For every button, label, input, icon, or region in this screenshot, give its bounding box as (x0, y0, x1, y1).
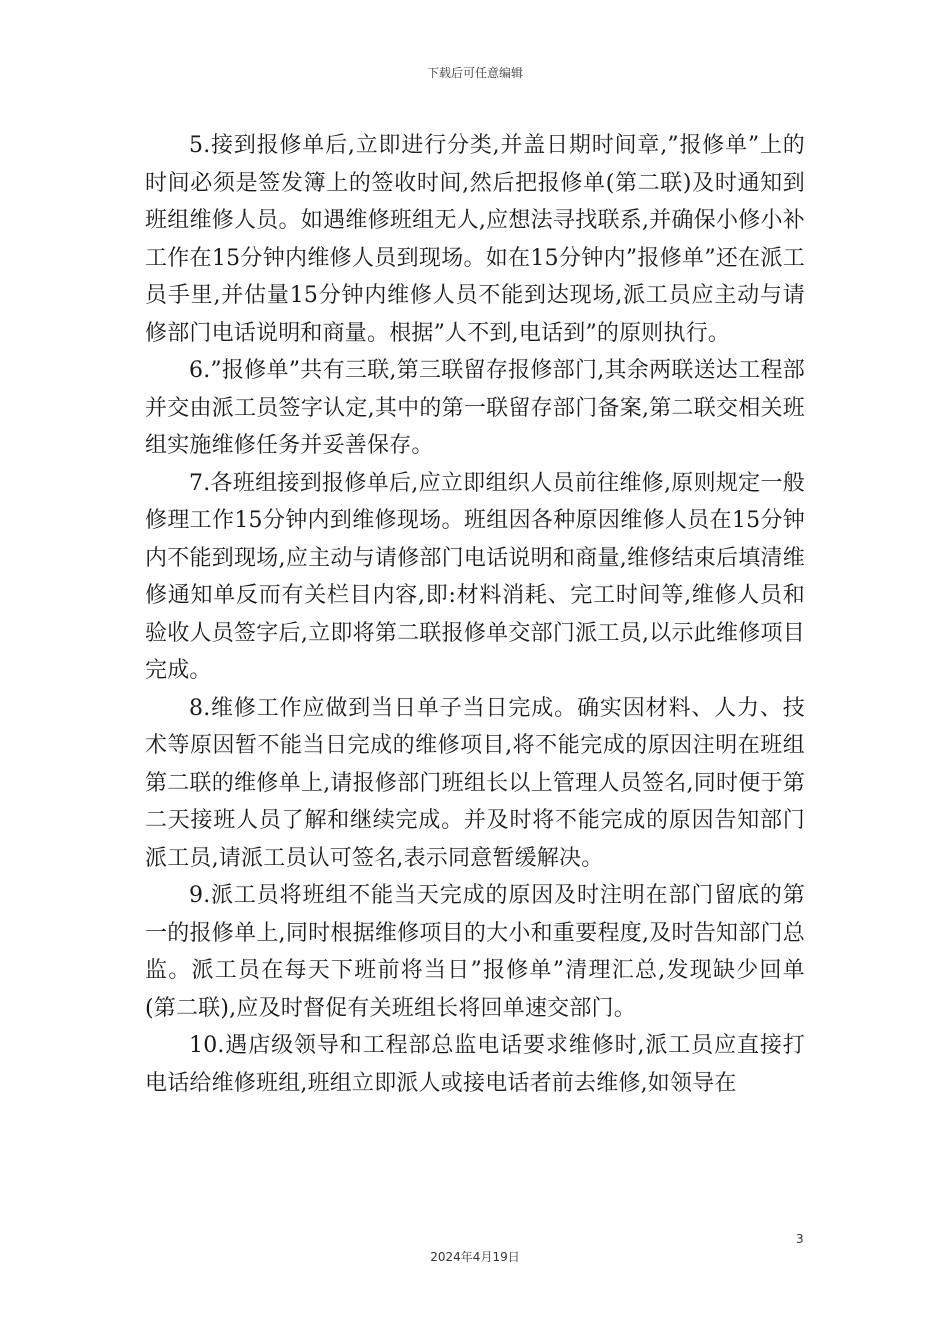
paragraph-6: 6.”报修单”共有三联,第三联留存报修部门,其余两联送达工程部并交由派工员签字认定,其中的第一联留存部门备案,第二联交相关班组实施维修任务并妥善保存。 (145, 358, 805, 458)
paragraph-7: 7.各班组接到报修单后,应立即组织人员前往维修,原则规定一般修理工作15分钟内到维修现场。班组因各种原因维修人员在15分钟内不能到现场,应主动与请修部门电话说明和商量,维修结束后填清维修通知单反而有关栏目内容,即:材料消耗、完工时间等,维修人员和验收人员签字后,立即将第二联报修单交部门派工员,以示此维修项目完成。 (145, 470, 805, 683)
paragraph-9: 9.派工员将班组不能当天完成的原因及时注明在部门留底的第一的报修单上,同时根据维修项目的大小和重要程度,及时告知部门总监。派工员在每天下班前将当日”报修单”清理汇总,发现缺少回单(第二联),应及时督促有关班组长将回单速交部门。 (145, 883, 805, 1021)
paragraph-10: 10.遇店级领导和工程部总监电话要求维修时,派工员应直接打电话给维修班组,班组立即派人或接电话者前去维修,如领导在 (145, 1033, 805, 1096)
paragraph-8: 8.维修工作应做到当日单子当日完成。确实因材料、人力、技术等原因暂不能当日完成的维修项目,将不能完成的原因注明在班组第二联的维修单上,请报修部门班组长以上管理人员签名,同时便于第二天接班人员了解和继续完成。并及时将不能完成的原因告知部门派工员,请派工员认可签名,表示同意暂缓解决。 (145, 695, 805, 871)
footer-date: 2024年4月19日 (430, 1250, 520, 1264)
page-number: 3 (796, 1232, 804, 1246)
body-text (145, 127, 805, 1102)
paragraph-5: 5.接到报修单后,立即进行分类,并盖日期时间章,”报修单”上的时间必须是签发簿上的签收时间,然后把报修单(第二联)及时通知到班组维修人员。如遇维修班组无人,应想法寻找联系,并确保小修小补工作在15分钟内维修人员到现场。如在15分钟内”报修单”还在派工员手里,并估量15分钟内维修人员不能到达现场,派工员应主动与请修部门电话说明和商量。根据”人不到,电话到”的原则执行。 (145, 133, 805, 346)
page-header: 下载后可任意编辑 (426, 66, 523, 80)
